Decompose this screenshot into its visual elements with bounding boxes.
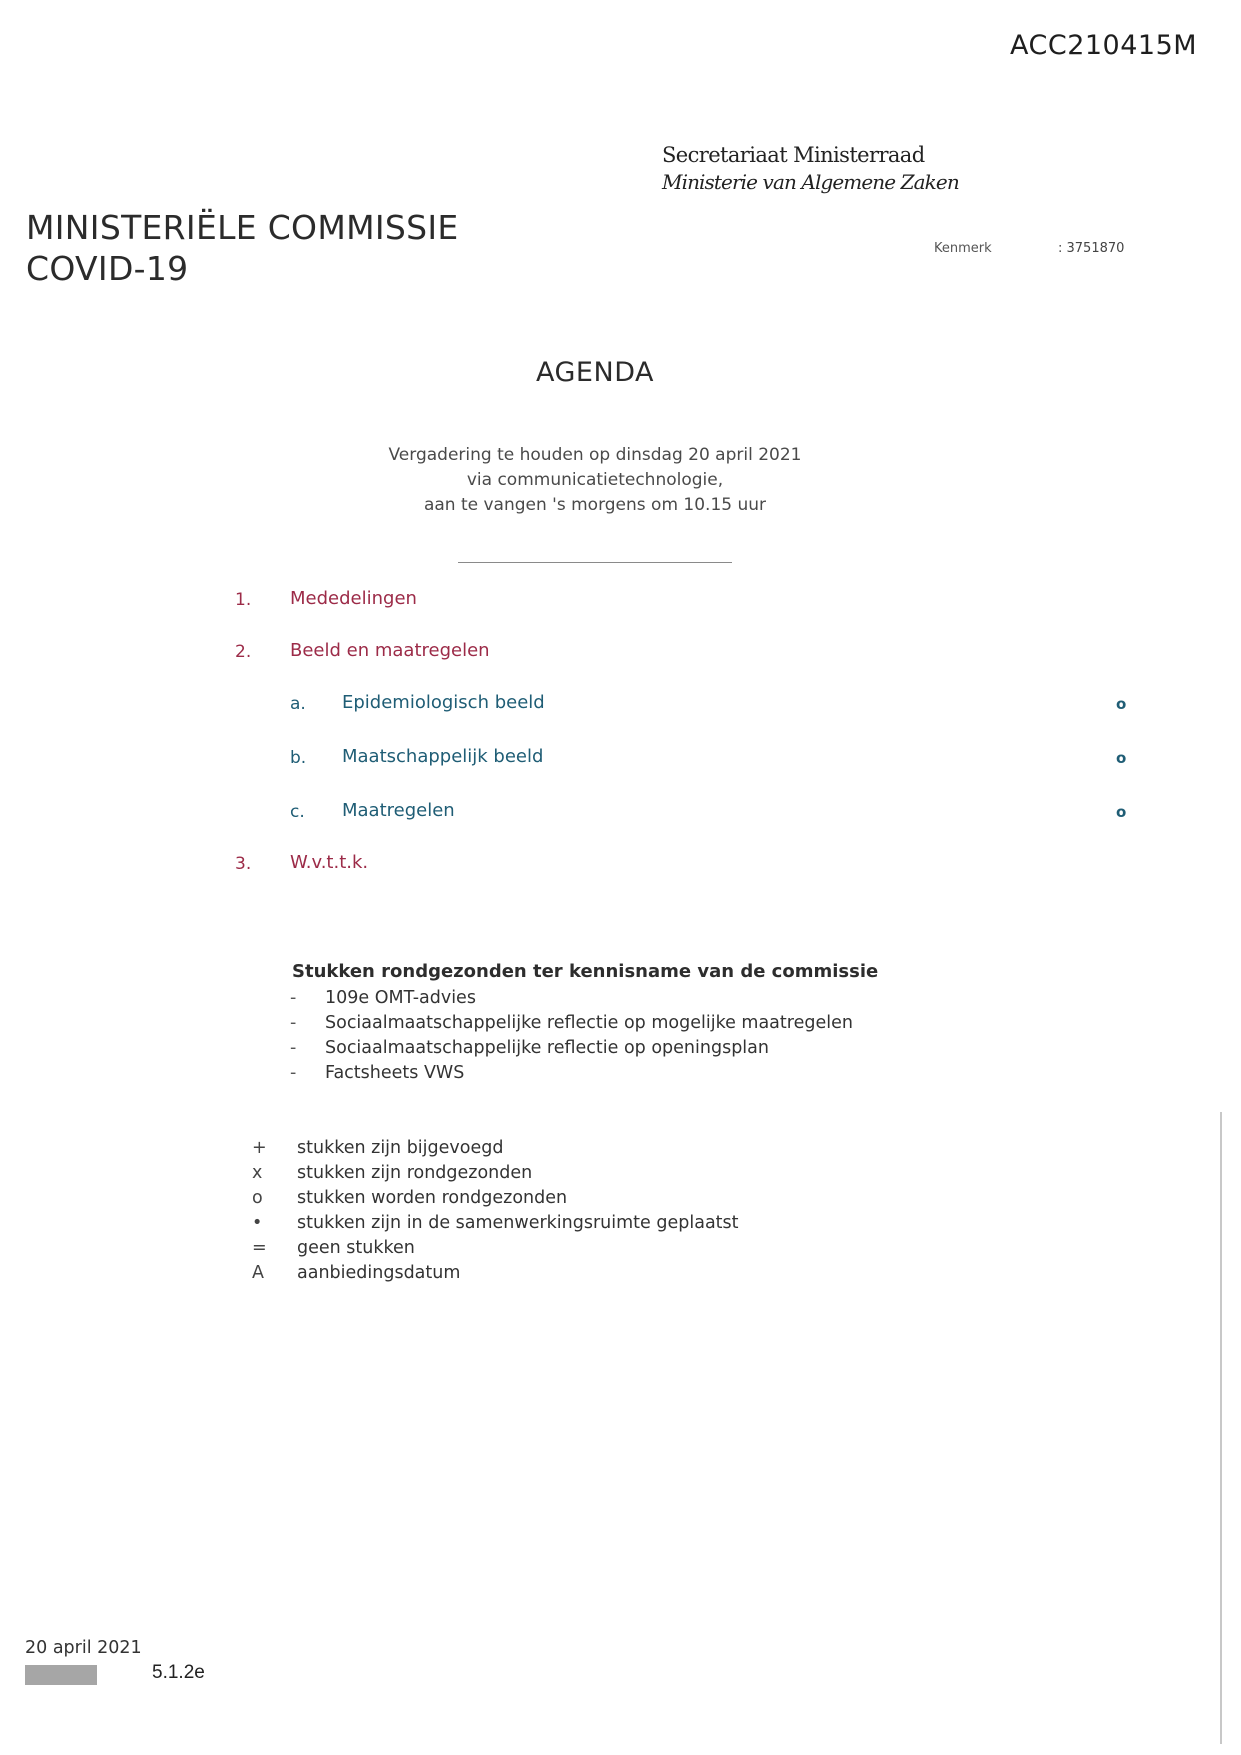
document-status-mark: o: [1116, 803, 1127, 821]
list-item: [290, 986, 853, 1011]
divider: [458, 562, 732, 563]
agenda-item-number: 1.: [235, 590, 252, 610]
meeting-medium: via communicatietechnologie,: [466, 470, 724, 490]
legend-text: geen stukken: [297, 1238, 415, 1258]
agenda-subitem-label: Maatregelen: [342, 800, 455, 821]
list-item: [290, 1036, 853, 1061]
scan-margin-line: [1220, 1112, 1222, 1744]
committee-subtitle: COVID-19: [26, 249, 189, 288]
document-title: 109e OMT-advies: [325, 988, 476, 1008]
agenda-subitem-letter: b.: [290, 748, 307, 768]
sender-ministry: Ministerie van Algemene Zaken: [662, 170, 959, 194]
meeting-details: [0, 443, 1190, 518]
symbol-legend: [250, 1136, 739, 1286]
plus-icon: +: [252, 1138, 267, 1158]
list-item: [290, 1011, 853, 1036]
dash-bullet-icon: -: [290, 1038, 297, 1058]
document-title: Sociaalmaatschappelijke reflectie op mogelijke maatregelen: [325, 1013, 853, 1033]
dash-bullet-icon: -: [290, 1063, 297, 1083]
agenda-item-number: 3.: [235, 854, 252, 874]
meeting-date: Vergadering te houden op dinsdag 20 april 2021: [388, 445, 802, 465]
document-title: Sociaalmaatschappelijke reflectie op openingsplan: [325, 1038, 769, 1058]
agenda-subitem-label: Epidemiologisch beeld: [342, 692, 545, 713]
sender-secretariat: Secretariaat Ministerraad: [662, 143, 925, 167]
document-status-mark: o: [1116, 749, 1127, 767]
legend-text: stukken zijn bijgevoegd: [297, 1138, 504, 1158]
legend-text: aanbiedingsdatum: [297, 1263, 461, 1283]
reference-value: : 3751870: [1058, 241, 1125, 256]
document-status-mark: o: [1116, 695, 1127, 713]
bullet-dot-icon: •: [252, 1213, 263, 1233]
document-id: ACC210415M: [1010, 30, 1198, 61]
agenda-item-label: W.v.t.t.k.: [290, 852, 369, 873]
agenda-subitem-letter: a.: [290, 694, 306, 714]
page-title: AGENDA: [536, 357, 654, 388]
circle-outline-icon: o: [252, 1188, 263, 1208]
footer-date: 20 april 2021: [25, 1638, 142, 1658]
redaction-block: [25, 1665, 97, 1685]
legend-text: stukken zijn rondgezonden: [297, 1163, 533, 1183]
legend-row: [250, 1136, 739, 1161]
dash-bullet-icon: -: [290, 988, 297, 1008]
agenda-item-label: Mededelingen: [290, 588, 417, 609]
agenda-subitem-label: Maatschappelijk beeld: [342, 746, 544, 767]
dash-bullet-icon: -: [290, 1013, 297, 1033]
legend-row: [250, 1211, 739, 1236]
reference-label: Kenmerk: [934, 241, 992, 256]
circulated-documents-list: [290, 986, 853, 1086]
document-title: Factsheets VWS: [325, 1063, 465, 1083]
list-item: [290, 1061, 853, 1086]
equals-icon: =: [252, 1238, 267, 1258]
meeting-time: aan te vangen 's morgens om 10.15 uur: [423, 495, 767, 515]
legend-text: stukken zijn in de samenwerkingsruimte geplaatst: [297, 1213, 739, 1233]
letter-a-icon: A: [252, 1263, 264, 1283]
agenda-item-label: Beeld en maatregelen: [290, 640, 490, 661]
committee-title: MINISTERIËLE COMMISSIE: [26, 208, 459, 247]
legend-row: [250, 1236, 739, 1261]
legend-row: [250, 1161, 739, 1186]
agenda-item-number: 2.: [235, 642, 252, 662]
redaction-code: 5.1.2e: [152, 1662, 205, 1683]
agenda-subitem-letter: c.: [290, 802, 305, 822]
legend-text: stukken worden rondgezonden: [297, 1188, 568, 1208]
circulated-documents-title: Stukken rondgezonden ter kennisname van de commissie: [292, 961, 879, 982]
legend-row: [250, 1186, 739, 1211]
legend-row: [250, 1261, 739, 1286]
x-icon: x: [252, 1163, 263, 1183]
